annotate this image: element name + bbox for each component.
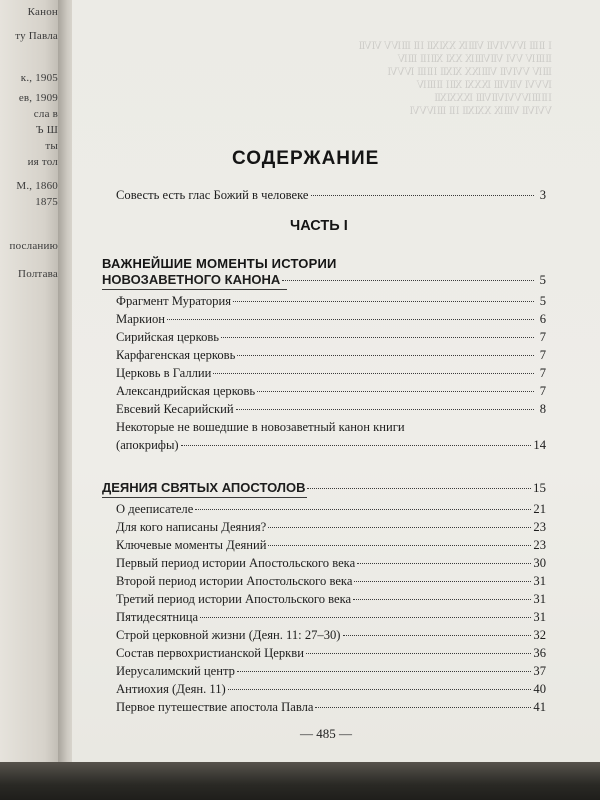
toc-entry-page: 7 <box>539 348 546 362</box>
toc-entry-label: Первый период истории Апостольского века <box>116 556 356 570</box>
left-page-text-fragment: сла в <box>33 108 58 120</box>
toc-entry-label: Первое путешествие апостола Павла <box>116 700 314 714</box>
dot-leader <box>228 689 532 690</box>
toc-entry-page: 37 <box>533 664 546 678</box>
dot-leader <box>195 509 531 510</box>
left-page-text-fragment: Полтава <box>18 268 58 280</box>
section-heading-line2: НОВОЗАВЕТНОГО КАНОНА <box>102 272 281 287</box>
dot-leader <box>343 635 532 636</box>
dot-leader <box>357 563 531 564</box>
toc-entry[interactable] <box>116 366 546 381</box>
dot-leader <box>307 488 531 489</box>
toc-entry-label: Совесть есть глас Божий в человеке <box>116 188 309 202</box>
left-page-text-fragment: Канон <box>27 6 58 18</box>
left-page-text-fragment: ту Павла <box>15 30 58 42</box>
toc-entry-page: 6 <box>539 312 546 326</box>
toc-entry-label: Антиохия (Деян. 11) <box>116 682 226 696</box>
toc-entry-label: Состав первохристианской Церкви <box>116 646 304 660</box>
dot-leader <box>213 373 534 374</box>
dot-leader <box>167 319 534 320</box>
dot-leader <box>236 409 534 410</box>
toc-entry-page: 23 <box>533 538 546 552</box>
toc-entry-label: Александрийская церковь <box>116 384 256 398</box>
toc-entry[interactable] <box>116 294 546 309</box>
toc-entry-label: Третий период истории Апостольского века <box>116 592 352 606</box>
toc-entry-label: Евсевий Кесарийский <box>116 402 234 416</box>
dot-leader <box>200 617 531 618</box>
left-page-text-fragment: к., 1905 <box>20 72 58 84</box>
toc-entry-label: Фрагмент Муратория <box>116 294 231 308</box>
left-page-text-fragment: Ъ Ш <box>35 124 58 136</box>
heading-underline <box>102 497 307 498</box>
toc-entry[interactable] <box>116 610 546 625</box>
left-page-text-fragment: ия тол <box>27 156 58 168</box>
dot-leader <box>233 301 534 302</box>
left-page-text-fragment: посланию <box>9 240 58 252</box>
toc-entry-label: Сирийская церковь <box>116 330 220 344</box>
dot-leader <box>315 707 531 708</box>
left-page-text-fragment: 1875 <box>35 196 58 208</box>
left-page-text-fragment: М., 1860 <box>16 180 58 192</box>
toc-entry-page: 7 <box>539 384 546 398</box>
dot-leader <box>237 355 534 356</box>
toc-entry-page: 40 <box>533 682 546 696</box>
dot-leader <box>268 545 531 546</box>
toc-entry-label: (апокрифы) <box>116 438 179 452</box>
dot-leader <box>306 653 531 654</box>
toc-entry-page: 31 <box>533 592 546 606</box>
heading-underline <box>102 289 287 290</box>
toc-entry[interactable] <box>116 312 546 327</box>
show-through-texture: Ⅰ ⅡⅢ ⅣⅤⅥⅦ ⅧⅨ ⅩⅪⅫ ⅠⅡ ⅢⅣⅤ ⅥⅦ ⅡⅢⅣ ⅤⅥ ⅦⅧⅨ ⅩⅪ ⅫⅠⅡ ⅢⅣ ⅢⅣ ⅤⅥⅦ ⅧⅨⅩ ⅪⅫ ⅠⅡⅢ ⅣⅤⅥ ⅣⅤⅥ ⅦⅧ ⅨⅩⅪ ⅫⅠ ⅡⅢⅣ ⅠⅡⅢⅣⅤⅥⅦⅧ ⅨⅩⅪⅫ ⅤⅥⅦ ⅧⅨ ⅩⅪⅫ ⅠⅡ ⅢⅣⅤⅥ <box>358 41 552 117</box>
dot-leader <box>311 195 535 196</box>
toc-entry-page: 7 <box>539 366 546 380</box>
toc-entry[interactable] <box>116 628 546 643</box>
toc-entry-label: Пятидесятница <box>116 610 199 624</box>
toc-entry-label: Иерусалимский центр <box>116 664 235 678</box>
toc-entry-multiline-second[interactable] <box>116 438 546 453</box>
table-surface <box>0 762 600 800</box>
left-page-text-fragment: ев, 1909 <box>18 92 58 104</box>
contents-page <box>72 0 600 762</box>
toc-entry-page: 30 <box>533 556 546 570</box>
contents-title: СОДЕРЖАНИЕ <box>232 148 380 169</box>
toc-entry[interactable] <box>116 520 546 535</box>
toc-entry-label: Для кого написаны Деяния? <box>116 520 267 534</box>
toc-entry-page: 7 <box>539 330 546 344</box>
toc-entry[interactable] <box>116 700 546 715</box>
toc-entry-page: 15 <box>533 480 546 495</box>
dot-leader <box>282 280 534 281</box>
left-page-edge <box>0 0 64 800</box>
toc-entry[interactable] <box>116 646 546 661</box>
toc-entry[interactable] <box>116 384 546 399</box>
dot-leader <box>268 527 531 528</box>
toc-entry[interactable] <box>116 682 546 697</box>
toc-entry-page: 23 <box>533 520 546 534</box>
toc-entry-label: Ключевые моменты Деяний <box>116 538 267 552</box>
toc-entry[interactable] <box>116 592 546 607</box>
toc-entry-label: Маркион <box>116 312 165 326</box>
toc-entry-page: 31 <box>533 574 546 588</box>
toc-entry-page: 36 <box>533 646 546 660</box>
dot-leader <box>353 599 531 600</box>
toc-entry-label: Карфагенская церковь <box>116 348 236 362</box>
toc-section-acts[interactable] <box>102 480 546 495</box>
toc-entry-page: 5 <box>539 294 546 308</box>
toc-entry-label: Строй церковной жизни (Деян. 11: 27–30) <box>116 628 341 642</box>
toc-entry-page: 3 <box>539 188 546 202</box>
section-heading-line1: ВАЖНЕЙШИЕ МОМЕНТЫ ИСТОРИИ <box>102 256 337 271</box>
left-page-text-fragment: ты <box>45 140 58 152</box>
toc-entry-page: 32 <box>533 628 546 642</box>
dot-leader <box>181 445 532 446</box>
toc-entry[interactable] <box>116 538 546 553</box>
toc-entry[interactable] <box>116 402 546 417</box>
dot-leader <box>237 671 531 672</box>
toc-entry-label: Церковь в Галлии <box>116 366 212 380</box>
section-heading: ДЕЯНИЯ СВЯТЫХ АПОСТОЛОВ <box>102 480 306 495</box>
toc-entry-label: Второй период истории Апостольского века <box>116 574 353 588</box>
toc-entry-page: 8 <box>539 402 546 416</box>
toc-entry-label: Некоторые не вошедшие в новозаветный канон книги <box>116 420 405 434</box>
toc-entry-intro[interactable] <box>116 188 546 203</box>
page-number: — 485 — <box>300 726 352 741</box>
toc-entry[interactable] <box>116 330 546 345</box>
toc-entry-page: 5 <box>539 272 546 287</box>
toc-entry-page: 31 <box>533 610 546 624</box>
toc-entry[interactable] <box>116 502 546 517</box>
dot-leader <box>354 581 531 582</box>
toc-entry[interactable] <box>116 348 546 363</box>
dot-leader <box>221 337 534 338</box>
toc-entry[interactable] <box>116 556 546 571</box>
toc-entry-page: 21 <box>533 502 546 516</box>
toc-entry-multiline-first[interactable] <box>116 420 546 435</box>
toc-entry[interactable] <box>116 574 546 589</box>
toc-entry[interactable] <box>116 664 546 679</box>
toc-entry-page: 41 <box>533 700 546 714</box>
toc-entry-label: О дееписателе <box>116 502 194 516</box>
toc-section-canon[interactable] <box>102 272 546 287</box>
dot-leader <box>257 391 534 392</box>
part-title: ЧАСТЬ I <box>290 218 348 234</box>
toc-entry-page: 14 <box>533 438 546 452</box>
